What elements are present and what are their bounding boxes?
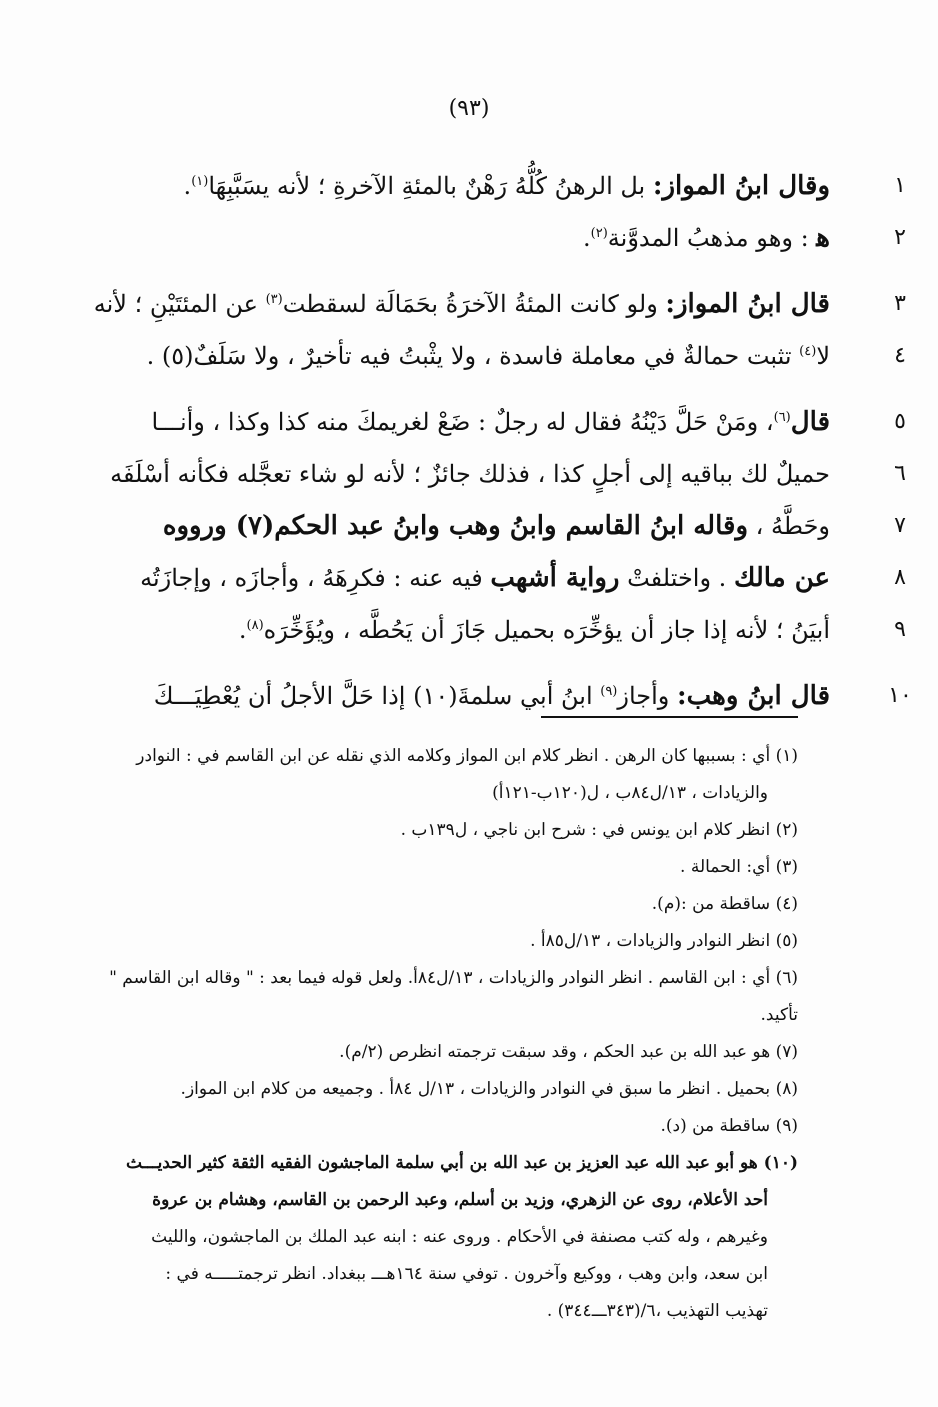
line-text xyxy=(70,396,830,448)
line-body: . واختلفتْ xyxy=(619,564,734,592)
footnote-separator xyxy=(541,716,798,718)
text-line-3 xyxy=(70,278,906,330)
line-body: ولو كانت المئةُ الآخرَةُ بحَمَالَة لسقطت xyxy=(282,290,666,318)
footnote-text: ساقطة من (د). xyxy=(660,1116,771,1136)
footnote-9 xyxy=(78,1108,798,1145)
footnote-4 xyxy=(78,886,798,923)
speaker-label: قال ابنُ وهب: xyxy=(677,681,830,711)
footnote-text: أي : بسببها كان الرهن . انظر كلام ابن المواز وكلامه الذي نقله عن ابن القاسم في : النوادر xyxy=(136,746,771,766)
bold-phrase: رواية أشهب xyxy=(490,563,620,593)
line-text xyxy=(70,278,830,330)
footnotes xyxy=(78,738,798,1330)
line-tail: . xyxy=(238,616,247,644)
line-number: ٦ xyxy=(894,461,906,486)
footnote-text: انظر النوادر والزيادات ، ١٣/ل٨٥أ . xyxy=(530,931,771,951)
footnote-continuation: أحد الأعلام، روى عن الزهري، وزيد بن أسلم، وعبد الرحمن بن القاسم، وهشام بن عروة xyxy=(152,1190,768,1210)
page-number: (٩٣) xyxy=(448,96,490,121)
footnote-label: (٦) xyxy=(775,968,798,988)
line-rest: فيه عنه : فكرِهَهُ ، وأجازَه ، وإجازَتُه xyxy=(140,564,491,592)
footnote-text: هو عبد الله بن عبد الحكم ، وقد سبقت ترجمته انظرص (٢/م). xyxy=(339,1042,771,1062)
line-number: ٣ xyxy=(894,291,906,316)
line-text xyxy=(70,448,830,500)
line-text xyxy=(70,160,830,212)
text-line-10 xyxy=(70,670,912,722)
footnote-10 xyxy=(78,1145,798,1182)
text-line-5 xyxy=(70,396,906,448)
footnote-label: (٧) xyxy=(775,1042,798,1062)
footnote-3 xyxy=(78,849,798,886)
line-text xyxy=(70,212,830,264)
footnote-6 xyxy=(78,960,798,1034)
line-tail: . xyxy=(582,224,591,252)
footnote-continuation: ابن سعد، وابن وهب ، ووكيع وآخرون . توفي سنة ١٦٤هـــ ببغداد. انظر ترجمتـــــه في : xyxy=(165,1264,768,1284)
text-line-4 xyxy=(70,330,906,382)
line-body: حميلٌ لك بباقيه إلى أجلٍ كذا ، فذلك جائزٌ ؛ لأنه لو شاء تعجَّله فكأنه أسْلَفَه xyxy=(110,460,830,488)
footnote-ref: (٤) xyxy=(799,344,817,359)
speaker-label: قال xyxy=(790,407,830,437)
footnote-text: ساقطة من :(م). xyxy=(651,894,771,914)
line-text xyxy=(70,330,830,382)
footnote-text: هو أبو عبد الله عبد العزيز بن عبد الله بن أبي سلمة الماجشون الفقيه الثقة كثير الحديـــث xyxy=(125,1153,758,1173)
footnote-text: أي: الحمالة . xyxy=(680,857,771,877)
line-body: لا xyxy=(816,342,830,370)
footnote-continuation: وغيرهم ، وله كتب مصنفة في الأحكام . وروى عنه : ابنه عبد الملك بن الماجشون، والليث xyxy=(151,1227,768,1247)
footnote-1 xyxy=(78,738,798,775)
footnote-7 xyxy=(78,1034,798,1071)
line-text xyxy=(70,604,830,656)
line-tail: ابنُ أبي سلمةَ(١٠) إذا حَلَّ الأجلُ أن يُعْطِيَـــكَ xyxy=(153,682,601,710)
line-body: وحَطَّهُ ، xyxy=(748,512,830,540)
line-number: ١٠ xyxy=(888,683,912,708)
line-number: ٩ xyxy=(894,617,906,642)
line-tail: . xyxy=(183,172,192,200)
footnote-ref: (٨) xyxy=(246,618,264,633)
text-line-1 xyxy=(70,160,906,212)
text-line-9 xyxy=(70,604,906,656)
footnote-label: (٩) xyxy=(775,1116,798,1136)
bold-phrase: وقاله ابنُ القاسم وابنُ وهب وابنُ عبد الحكم(٧) ورووه xyxy=(162,511,749,541)
footnote-5 xyxy=(78,923,798,960)
footnote-8 xyxy=(78,1071,798,1108)
footnote-ref: (٢) xyxy=(590,226,608,241)
text-line-6 xyxy=(70,448,906,500)
footnote-label: (٥) xyxy=(775,931,798,951)
footnote-label: (١) xyxy=(775,746,798,766)
footnote-label: (٢) xyxy=(775,820,798,840)
text-line-2 xyxy=(70,212,906,264)
line-number: ٢ xyxy=(894,225,906,250)
line-tail: عن المئتَيْنِ ؛ لأنه xyxy=(93,290,266,318)
line-body: بل الرهنُ كُلُّهُ رَهْنٌ بالمئةِ الآخرةِ ؛ لأنه يسَبَّبِهَا xyxy=(208,172,653,200)
line-text xyxy=(70,552,830,604)
text-line-7 xyxy=(70,500,906,552)
footnote-continuation: والزيادات ، ١٣/ل٨٤ب ، ل(١٢٠ب-١٢١أ) xyxy=(492,783,768,803)
line-number: ٧ xyxy=(894,513,906,538)
line-tail: ، ومَنْ حَلَّ دَيْنُهُ فقال له رجلٌ : ضَعْ لغريمكَ منه كذا وكذا ، وأنـــا xyxy=(151,408,774,436)
footnote-ref: (٣) xyxy=(265,292,283,307)
footnote-label: (٨) xyxy=(775,1079,798,1099)
line-number: ٤ xyxy=(894,343,906,368)
footnote-ref: (٦) xyxy=(773,410,791,425)
footnote-text: انظر كلام ابن يونس في : شرح ابن ناجي ، ل١٣٩ب . xyxy=(400,820,771,840)
line-number: ٥ xyxy=(894,409,906,434)
footnote-ref: (١) xyxy=(191,174,209,189)
footnote-continuation: تهذيب التهذيب ،٦/(٣٤٣ـــ٣٤٤) . xyxy=(546,1301,768,1321)
footnote-text: بحميل . انظر ما سبق في النوادر والزيادات ، ١٣/ل ٨٤أ . وجميعه من كلام ابن المواز. xyxy=(180,1079,771,1099)
line-number: ١ xyxy=(894,173,906,198)
footnote-label: (١٠) xyxy=(763,1153,798,1173)
speaker-label: وقال ابنُ المواز: xyxy=(652,171,830,201)
main-text xyxy=(70,160,912,722)
footnote-text: أي : ابن القاسم . انظر النوادر والزيادات ، ١٣/ل٨٤أ. ولعل قوله فيما بعد : " وقاله ابن القاسم " تأكيد. xyxy=(109,968,798,1025)
line-body: : وهو مذهبُ المدوَّنة xyxy=(607,224,817,252)
line-body: أبيَنُ ؛ لأنه إذا جاز أن يؤخِّرَه بحميل جَازَ أن يَحُطَّه ، ويُؤَخِّرَه xyxy=(263,616,830,644)
line-text xyxy=(70,500,830,552)
speaker-label: ﻫ xyxy=(816,223,830,253)
text-line-8 xyxy=(70,552,906,604)
speaker-label: قال ابنُ المواز: xyxy=(665,289,830,319)
footnote-label: (٤) xyxy=(775,894,798,914)
footnote-ref: (٩) xyxy=(600,684,618,699)
footnote-label: (٣) xyxy=(775,857,798,877)
line-number: ٨ xyxy=(894,565,906,590)
line-body: وأجاز xyxy=(617,682,677,710)
line-tail: تثبت حمالةٌ في معاملة فاسدة ، ولا يثْبتُ فيه تأخيرٌ ، ولا سَلَفٌ(٥) . xyxy=(146,342,800,370)
speaker-label: عن مالك xyxy=(733,563,830,593)
footnote-2 xyxy=(78,812,798,849)
line-text xyxy=(70,670,830,722)
